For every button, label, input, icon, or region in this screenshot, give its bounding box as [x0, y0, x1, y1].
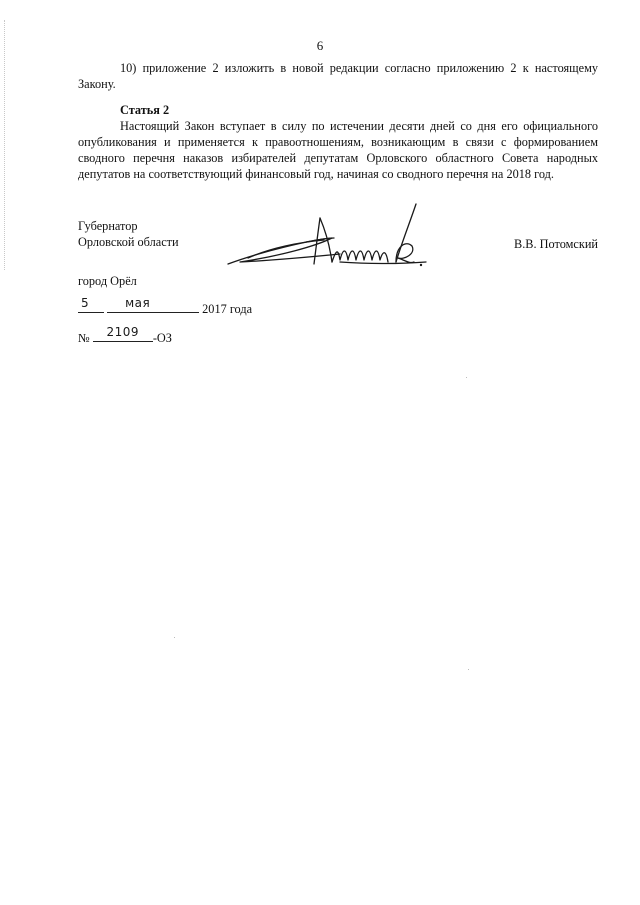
signatory-title-line-2: Орловской области	[78, 235, 179, 249]
item-10-line-1: 10) приложение 2 изложить в новой редакции согласно приложению 2 к настоящему	[120, 61, 598, 75]
day-blank	[78, 296, 104, 313]
number-blank	[93, 325, 153, 342]
number-sign: №	[78, 331, 90, 345]
handwritten-number: 2109	[106, 325, 140, 339]
year-text: 2017 года	[202, 302, 253, 316]
date-line	[78, 296, 253, 317]
signatory-name: В.В. Потомский	[514, 237, 598, 251]
signatory-title-line-1: Губернатор	[78, 219, 138, 233]
page-edge-dots	[4, 20, 6, 270]
page-number: 6	[316, 38, 324, 53]
article-2-line: сводного перечня наказов избирателей депутатам Орловского областного Совета народных	[78, 151, 598, 165]
article-2-line: опубликования и применяется к правоотношениям, возникающим в связи с формированием	[78, 135, 598, 149]
item-10-line-2: Закону.	[78, 77, 116, 91]
law-number-line	[78, 325, 172, 346]
month-blank	[107, 296, 199, 313]
handwritten-month: мая	[125, 296, 151, 310]
scan-speck	[468, 669, 469, 670]
handwritten-day: 5	[81, 296, 90, 310]
article-2-heading: Статья 2	[120, 103, 170, 117]
city-line: город Орёл	[78, 274, 137, 288]
scan-speck	[466, 377, 467, 378]
article-2-line: депутатов на соответствующий финансовый год, начиная со сводного перечня на 2018 год.	[78, 167, 554, 181]
article-2-line: Настоящий Закон вступает в силу по истечении десяти дней со дня его официального	[120, 119, 598, 133]
number-suffix: -ОЗ	[152, 331, 172, 345]
handwritten-signature	[220, 198, 430, 278]
scan-speck	[174, 637, 175, 638]
